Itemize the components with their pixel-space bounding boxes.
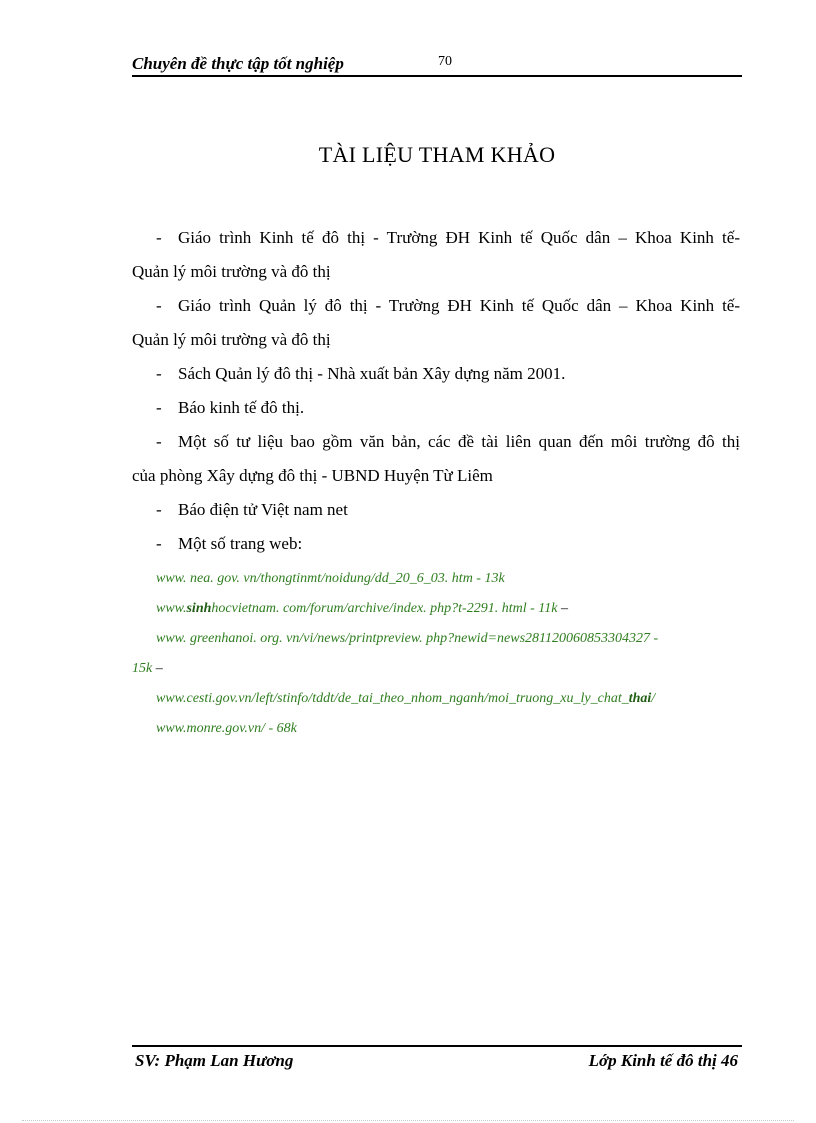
reference-item (132, 357, 740, 391)
page-edge (22, 1120, 794, 1121)
link-separator: – (152, 661, 163, 676)
reference-item (132, 493, 740, 527)
reference-text: Sách Quản lý đô thị - Nhà xuất bản Xây dựng năm 2001. (178, 364, 566, 383)
web-link-text[interactable]: / (651, 691, 656, 706)
bullet-dash: - (156, 398, 162, 417)
web-link-text[interactable]: 15k (132, 661, 153, 676)
web-link-highlight[interactable]: sinh (186, 601, 212, 616)
reference-text: Giáo trình Kinh tế đô thị - Trường ĐH Kinh tế Quốc dân – Khoa Kinh tế- (178, 228, 740, 247)
web-link-text[interactable]: www. greenhanoi. org. vn/vi/news/printpreview. php?newid=news281120060853304327 - (156, 631, 659, 646)
web-links (132, 564, 744, 744)
page-title: TÀI LIỆU THAM KHẢO (318, 142, 556, 167)
web-link-text[interactable]: hocvietnam. com/forum/archive/index. php?t-2291. html - 11k (211, 601, 558, 616)
header-divider (132, 75, 742, 77)
reference-text-cont: Quản lý môi trường và đô thị (132, 330, 331, 349)
reference-list (132, 221, 740, 561)
link-separator: – (557, 601, 568, 616)
page-header (132, 50, 742, 78)
reference-text: Một số tư liệu bao gồm văn bản, các đề tài liên quan đến môi trường đô thị (178, 432, 740, 451)
web-link[interactable] (132, 594, 744, 624)
footer-divider (132, 1045, 742, 1047)
reference-item (132, 289, 740, 357)
reference-item (132, 527, 740, 561)
page-number: 70 (438, 54, 452, 69)
reference-item (132, 425, 740, 493)
bullet-dash: - (156, 296, 162, 315)
web-link-text[interactable]: www.monre.gov.vn/ - 68k (156, 721, 297, 736)
web-link[interactable] (132, 624, 744, 654)
reference-text: Báo kinh tế đô thị. (178, 398, 305, 417)
web-link[interactable] (132, 684, 744, 714)
reference-text: Báo điện tử Việt nam net (178, 500, 348, 519)
web-link-text[interactable]: www.cesti.gov.vn/left/stinfo/tddt/de_tai_theo_nhom_nganh/moi_truong_xu_ly_chat_ (156, 691, 629, 706)
reference-text-cont: của phòng Xây dựng đô thị - UBND Huyện Từ Liêm (132, 466, 493, 485)
reference-text-cont: Quản lý môi trường và đô thị (132, 262, 331, 281)
header-title: Chuyên đề thực tập tốt nghiệp (132, 54, 344, 73)
bullet-dash: - (156, 500, 162, 519)
bullet-dash: - (156, 432, 162, 451)
web-link-cont[interactable] (132, 654, 744, 684)
web-link-text[interactable]: www. (156, 601, 187, 616)
web-link[interactable] (132, 564, 744, 594)
footer-student-name: SV: Phạm Lan Hương (135, 1051, 294, 1070)
bullet-dash: - (156, 228, 162, 247)
footer-class-name: Lớp Kinh tế đô thị 46 (588, 1051, 738, 1070)
reference-item (132, 391, 740, 425)
reference-text: Giáo trình Quản lý đô thị - Trường ĐH Kinh tế Quốc dân – Khoa Kinh tế- (178, 296, 740, 315)
reference-item (132, 221, 740, 289)
web-link[interactable] (132, 714, 744, 744)
bullet-dash: - (156, 534, 162, 553)
reference-text: Một số trang web: (178, 534, 303, 553)
web-link-text[interactable]: www. nea. gov. vn/thongtinmt/noidung/dd_20_6_03. htm - 13k (156, 571, 505, 586)
bullet-dash: - (156, 364, 162, 383)
web-link-highlight[interactable]: thai (628, 691, 652, 706)
